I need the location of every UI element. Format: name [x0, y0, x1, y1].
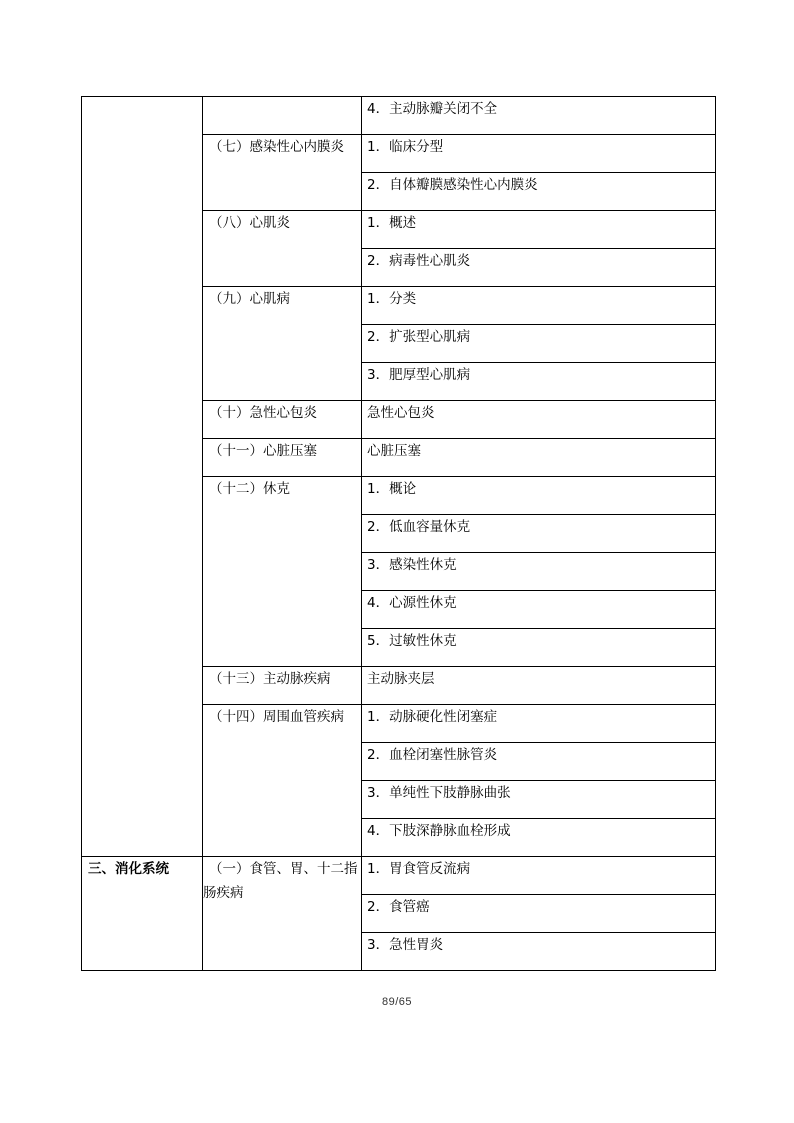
item-cell: [362, 477, 716, 515]
item-cell: [362, 819, 716, 857]
topic-cell: [203, 477, 362, 667]
topic-cell: [203, 857, 362, 971]
topic-label: （十三）主动脉疾病: [209, 671, 331, 687]
item-label: 2．自体瓣膜感染性心内膜炎: [367, 177, 538, 193]
topic-label: （七）感染性心内膜炎: [209, 139, 344, 155]
item-label: 2．低血容量休克: [367, 519, 471, 535]
item-label: 1．胃食管反流病: [367, 861, 471, 877]
system-cell: [82, 857, 203, 971]
topic-label: （十二）休克: [209, 481, 290, 497]
topic-label: （十一）心脏压塞: [209, 443, 317, 459]
item-cell: [362, 363, 716, 401]
system-cell: [82, 97, 203, 857]
item-label: 急性心包炎: [367, 405, 435, 421]
item-label: 2．食管癌: [367, 899, 430, 915]
item-cell: [362, 667, 716, 705]
topic-label: （十四）周围血管疾病: [209, 709, 344, 725]
item-label: 4．主动脉瓣关闭不全: [367, 101, 498, 117]
topic-cell: [203, 97, 362, 135]
system-label: [82, 101, 88, 117]
table-row: [82, 97, 716, 135]
item-label: 1．概述: [367, 215, 417, 231]
item-label: 4．下肢深静脉血栓形成: [367, 823, 511, 839]
item-cell: [362, 173, 716, 211]
item-cell: [362, 705, 716, 743]
item-label: 5．过敏性休克: [367, 633, 457, 649]
item-label: 1．分类: [367, 291, 417, 307]
item-label: 3．感染性休克: [367, 557, 457, 573]
topic-label: （八）心肌炎: [209, 215, 290, 231]
item-label: 3．肥厚型心肌病: [367, 367, 471, 383]
item-label: 2．病毒性心肌炎: [367, 253, 471, 269]
item-cell: [362, 933, 716, 971]
item-label: 2．扩张型心肌病: [367, 329, 471, 345]
topic-cell: [203, 439, 362, 477]
item-cell: [362, 401, 716, 439]
topic-cell: [203, 135, 362, 211]
item-label: 1．动脉硬化性闭塞症: [367, 709, 498, 725]
item-cell: [362, 515, 716, 553]
item-cell: [362, 591, 716, 629]
item-label: 1．概论: [367, 481, 417, 497]
item-cell: [362, 781, 716, 819]
item-cell: [362, 553, 716, 591]
item-cell: [362, 895, 716, 933]
item-cell: [362, 439, 716, 477]
page-number: 89/65: [381, 996, 413, 1008]
item-cell: [362, 857, 716, 895]
item-label: 4．心源性休克: [367, 595, 457, 611]
topic-cell: [203, 211, 362, 287]
syllabus-table: [81, 96, 716, 971]
syllabus-table-body: [82, 97, 716, 971]
item-label: 主动脉夹层: [367, 671, 435, 687]
item-cell: [362, 97, 716, 135]
item-label: 2．血栓闭塞性脉管炎: [367, 747, 498, 763]
topic-cell: [203, 401, 362, 439]
topic-cell: [203, 287, 362, 401]
item-cell: [362, 325, 716, 363]
table-row: [82, 857, 716, 895]
item-cell: [362, 135, 716, 173]
item-cell: [362, 249, 716, 287]
item-label: 3．急性胃炎: [367, 937, 444, 953]
topic-cell: [203, 705, 362, 857]
system-label: 三、消化系统: [88, 861, 169, 877]
item-label: 3．单纯性下肢静脉曲张: [367, 785, 511, 801]
item-label: 1．临床分型: [367, 139, 444, 155]
item-cell: [362, 629, 716, 667]
topic-label: （十）急性心包炎: [209, 405, 317, 421]
item-label: 心脏压塞: [367, 443, 421, 459]
topic-label: （九）心肌病: [209, 291, 290, 307]
topic-label: （一）食管、胃、十二指肠疾病: [203, 861, 358, 901]
topic-cell: [203, 667, 362, 705]
item-cell: [362, 287, 716, 325]
item-cell: [362, 211, 716, 249]
item-cell: [362, 743, 716, 781]
